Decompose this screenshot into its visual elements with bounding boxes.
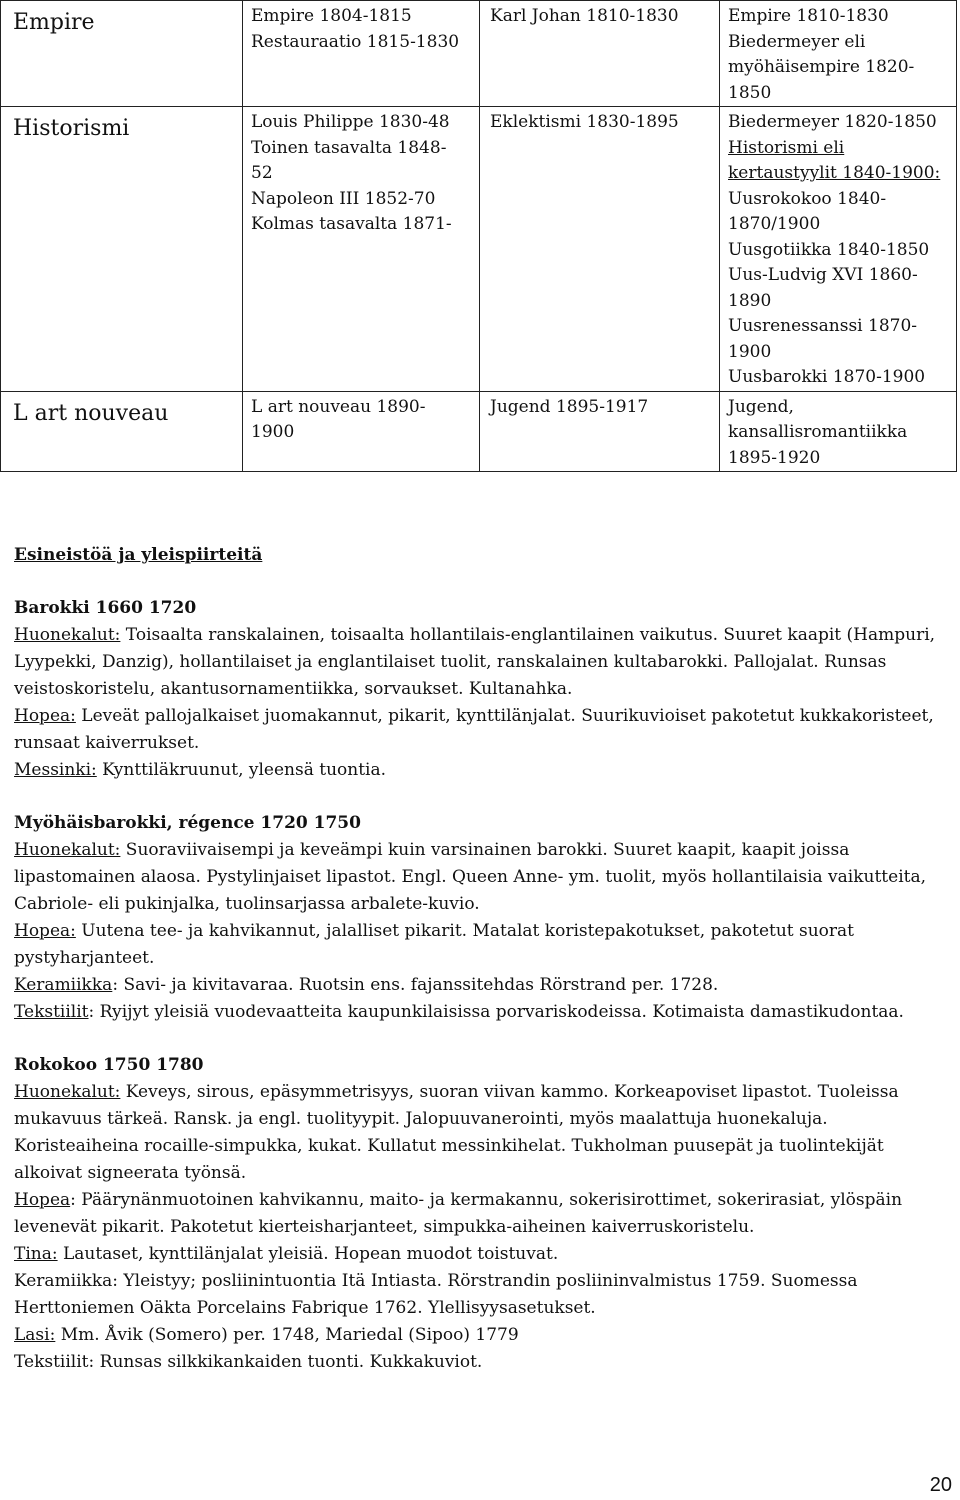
cell-line: 1850 (728, 82, 772, 103)
finland-period-cell (720, 107, 957, 392)
category-label: Keramiikka (14, 975, 113, 995)
category-label: Messinki: (14, 760, 97, 780)
category-paragraph (14, 1349, 944, 1376)
cell-line: Uusrokokoo 1840- (728, 188, 887, 209)
style-name-cell: Historismi (1, 107, 243, 392)
style-period-table (0, 0, 957, 472)
category-text: Keveys, sirous, epäsymmetrisyys, suoran viivan kammo. Korkeapoviset lipastot. Tuoleissa mukavuus tärkeä. Ransk. ja engl. tuolityypit. Jalopuuvanerointi, myös maalattuja huonekaluja. Koristeaiheina rocaille-simpukka, kukat. Kullatut messinkihelat. Tukholman puusepät ja tuolintekijät alkoivat signeerata työnsä. (14, 1082, 899, 1183)
category-paragraph (14, 837, 944, 918)
category-label: Tekstiilit (14, 1002, 89, 1022)
sweden-period-cell (480, 391, 720, 472)
table-body (1, 1, 957, 472)
period-title: Rokokoo 1750 1780 (14, 1055, 204, 1075)
cell-line: Empire 1804-1815 (251, 6, 412, 26)
category-text: Suoraviivaisempi ja keveämpi kuin varsinainen barokki. Suuret kaapit, kaapit joissa lipastomainen alaosa. Pystylinjaiset lipastot. Engl. Queen Anne- ym. tuolit, myös hollantilaisia vaikutteita, Cabriole- eli pukinjalka, tuolinsarjassa arbalete-kuvio. (14, 840, 927, 914)
category-text: Toisaalta ranskalainen, toisaalta hollantilais-englantilainen vaikutus. Suuret kaapit (Hampuri, Lyypekki, Danzig), hollantilaiset ja englantilaiset tuolit, ranskalainen kultabarokki. Pallojalat. Runsas veistoskoristelu, akantusornamentiikka, sorvaukset. Kultanahka. (14, 625, 936, 699)
category-paragraph (14, 1241, 944, 1268)
table-row (1, 107, 957, 392)
finland-period-cell (720, 1, 957, 107)
category-text: Lautaset, kynttilänjalat yleisiä. Hopean muodot toistuvat. (57, 1244, 559, 1264)
table-row (1, 391, 957, 472)
cell-line: Uusgotiikka 1840-1850 (728, 239, 930, 260)
cell-line: Kolmas tasavalta 1871- (251, 214, 452, 234)
cell-line: Louis Philippe 1830-48 (251, 112, 450, 132)
category-text: Keramiikka: Yleistyy; posliinintuontia Itä Intiasta. Rörstrandin posliininvalmistus 1759. Suomessa Herttoniemen Oäkta Porcelains Fabrique 1762. Ylellisyysasetukset. (14, 1271, 858, 1318)
category-label: Huonekalut: (14, 840, 121, 860)
category-paragraph (14, 622, 944, 703)
style-name-cell: Empire (1, 1, 243, 107)
category-label: Huonekalut: (14, 1082, 121, 1102)
content-body (14, 542, 944, 1376)
sweden-period-cell (480, 1, 720, 107)
sections (14, 595, 944, 1376)
france-period-cell (243, 1, 480, 107)
period-title: Myöhäisbarokki, régence 1720 1750 (14, 813, 361, 833)
category-paragraph (14, 1322, 944, 1349)
cell-line: Jugend 1895-1917 (490, 396, 649, 417)
cell-line: Biedermeyer eli (728, 31, 866, 52)
category-label: Tina: (14, 1244, 58, 1264)
style-name-cell: L art nouveau (1, 391, 243, 472)
category-paragraph (14, 918, 944, 972)
cell-line: 1900 (251, 422, 295, 442)
section-heading: Esineistöä ja yleispiirteitä (14, 545, 263, 565)
category-label: Hopea: (14, 921, 76, 941)
france-period-cell (243, 107, 480, 392)
category-text: Kynttiläkruunut, yleensä tuontia. (96, 760, 387, 780)
cell-line: Eklektismi 1830-1895 (490, 112, 679, 132)
category-text: Tekstiilit: Runsas silkkikankaiden tuonti. Kukkakuviot. (14, 1352, 483, 1372)
category-text: : Savi- ja kivitavaraa. Ruotsin ens. fajanssitehdas Rörstrand per. 1728. (112, 975, 719, 995)
category-text: Leveät pallojalkaiset juomakannut, pikarit, kynttilänjalat. Suurikuvioiset pakotetut kukkakoristeet, runsaat kaiverrukset. (14, 706, 934, 753)
cell-line: Historismi eli (728, 137, 845, 158)
period-section (14, 810, 944, 1026)
cell-line: 1890 (728, 290, 772, 311)
cell-line: Uusrenessanssi 1870- (728, 316, 918, 336)
sweden-period-cell (480, 107, 720, 392)
france-period-cell (243, 391, 480, 472)
cell-line: Restauraatio 1815-1830 (251, 31, 460, 52)
cell-line: 52 (251, 163, 273, 183)
cell-line: kansallisromantiikka (728, 422, 908, 442)
cell-line: L art nouveau 1890- (251, 396, 426, 417)
category-text: : Ryijyt yleisiä vuodevaatteita kaupunkilaisissa porvariskodeissa. Kotimaista damastikudontaa. (88, 1002, 904, 1022)
category-paragraph (14, 1079, 944, 1187)
category-paragraph (14, 1187, 944, 1241)
cell-line: Napoleon III 1852-70 (251, 188, 436, 209)
table-row (1, 1, 957, 107)
cell-line: Uusbarokki 1870-1900 (728, 367, 926, 387)
category-text: : Päärynänmuotoinen kahvikannu, maito- ja kermakannu, sokerisirottimet, sokerirasiat, ylöspäin levenevät pikarit. Pakotetut kierteisharjanteet, simpukka-aiheinen kaiverruskoristelu. (14, 1190, 903, 1237)
cell-line: 1870/1900 (728, 214, 821, 234)
finland-period-cell (720, 391, 957, 472)
category-text: Mm. Åvik (Somero) per. 1748, Mariedal (Sipoo) 1779 (55, 1325, 519, 1345)
cell-line: 1900 (728, 341, 772, 362)
category-label: Lasi: (14, 1325, 56, 1345)
cell-line: kertaustyylit 1840-1900: (728, 163, 941, 183)
category-text: Uutena tee- ja kahvikannut, jalalliset pikarit. Matalat koristepakotukset, pakotetut suorat pystyharjanteet. (14, 921, 855, 968)
cell-line: 1895-1920 (728, 447, 821, 468)
category-paragraph (14, 1268, 944, 1322)
cell-line: Karl Johan 1810-1830 (490, 6, 679, 26)
category-paragraph (14, 999, 944, 1026)
cell-line: Biedermeyer 1820-1850 (728, 112, 937, 132)
category-label: Huonekalut: (14, 625, 121, 645)
cell-line: myöhäisempire 1820- (728, 57, 915, 77)
category-label: Hopea (14, 1190, 71, 1210)
cell-line: Jugend, (728, 396, 794, 417)
cell-line: Uus-Ludvig XVI 1860- (728, 265, 918, 285)
period-title: Barokki 1660 1720 (14, 598, 197, 618)
category-paragraph (14, 972, 944, 999)
period-section (14, 595, 944, 784)
category-paragraph (14, 703, 944, 757)
period-section (14, 1052, 944, 1376)
cell-line: Toinen tasavalta 1848- (251, 137, 447, 158)
category-paragraph (14, 757, 944, 784)
page-number: 20 (929, 1474, 952, 1496)
cell-line: Empire 1810-1830 (728, 6, 889, 26)
category-label: Hopea: (14, 706, 76, 726)
